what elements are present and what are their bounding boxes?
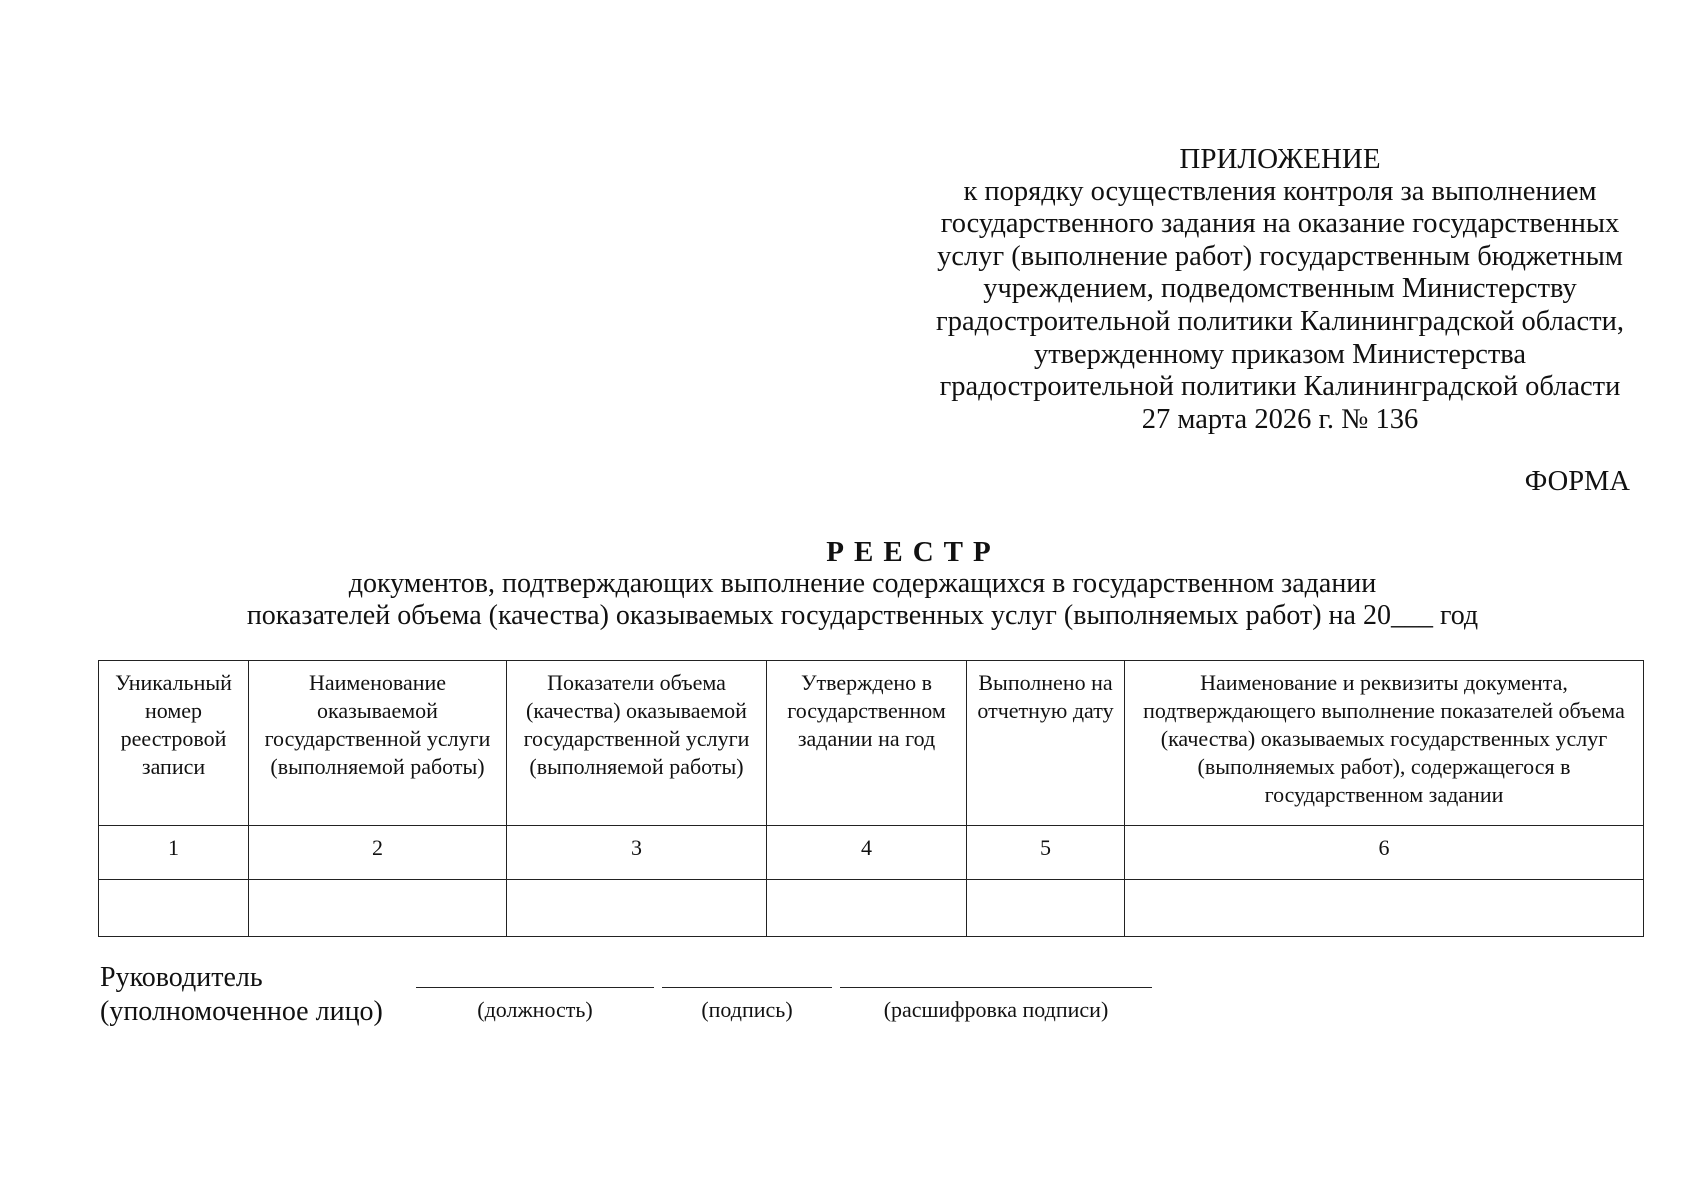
appendix-line: услуг (выполнение работ) государственным бюджетным: [937, 240, 1623, 272]
appendix-block: [930, 143, 1630, 436]
appendix-line: градостроительной политики Калининградской области,: [936, 305, 1624, 337]
column-number-cell: 6: [1125, 826, 1644, 880]
column-number-cell: 2: [249, 826, 507, 880]
header-cell-indicators: Показатели объема (качества) оказываемой государственной услуги (выполняемой работы): [507, 661, 767, 826]
column-number-cell: 1: [99, 826, 249, 880]
appendix-line: к порядку осуществления контроля за выполнением: [963, 175, 1597, 207]
column-number-cell: 3: [507, 826, 767, 880]
appendix-date-number: 27 марта 2026 г. № 136: [1141, 403, 1419, 435]
signature-block: [100, 961, 1500, 1041]
registry-title: РЕЕСТР: [826, 536, 1001, 568]
column-number-cell: 4: [767, 826, 967, 880]
position-line: [416, 987, 654, 988]
form-label: ФОРМА: [1524, 466, 1630, 497]
header-cell-document: Наименование и реквизиты документа, подтверждающего выполнение показателей объема (качества) оказываемых государственных услуг (выполняемых работ), содержащегося в государственном задании: [1125, 661, 1644, 826]
header-cell-approved: Утверждено в государственном задании на год: [767, 661, 967, 826]
appendix-title: ПРИЛОЖЕНИЕ: [1179, 143, 1381, 175]
empty-cell: [967, 880, 1125, 937]
decode-line: [840, 987, 1152, 988]
table-header-row: [99, 661, 1644, 826]
column-number-row: [99, 826, 1644, 880]
table-row: [99, 880, 1644, 937]
signer-title: Руководитель: [100, 962, 263, 993]
empty-cell: [1125, 880, 1644, 937]
position-caption: (должность): [477, 997, 593, 1022]
signature-line: [662, 987, 832, 988]
signer-label: [100, 961, 383, 1029]
signature-caption: (подпись): [701, 997, 793, 1022]
column-number-cell: 5: [967, 826, 1125, 880]
registry-table: [98, 660, 1644, 937]
registry-subtitle-line: документов, подтверждающих выполнение содержащихся в государственном задании: [348, 568, 1377, 599]
appendix-line: градостроительной политики Калининградской области: [939, 371, 1621, 403]
appendix-line: учреждением, подведомственным Министерству: [983, 273, 1577, 305]
empty-cell: [767, 880, 967, 937]
header-cell-completed: Выполнено на отчетную дату: [967, 661, 1125, 826]
empty-cell: [507, 880, 767, 937]
decode-caption: (расшифровка подписи): [883, 997, 1109, 1022]
appendix-line: государственного задания на оказание государственных: [940, 208, 1620, 240]
registry-subtitle-line: показателей объема (качества) оказываемых государственных услуг (выполняемых работ) на 20___ год: [246, 600, 1479, 631]
registry-subtitle: [200, 568, 1525, 632]
empty-cell: [249, 880, 507, 937]
header-cell-service-name: Наименование оказываемой государственной услуги (выполняемой работы): [249, 661, 507, 826]
header-cell-record-number: Уникальный номер реестровой записи: [99, 661, 249, 826]
appendix-line: утвержденному приказом Министерства: [1033, 338, 1527, 370]
empty-cell: [99, 880, 249, 937]
signer-subtitle: (уполномоченное лицо): [100, 996, 383, 1027]
